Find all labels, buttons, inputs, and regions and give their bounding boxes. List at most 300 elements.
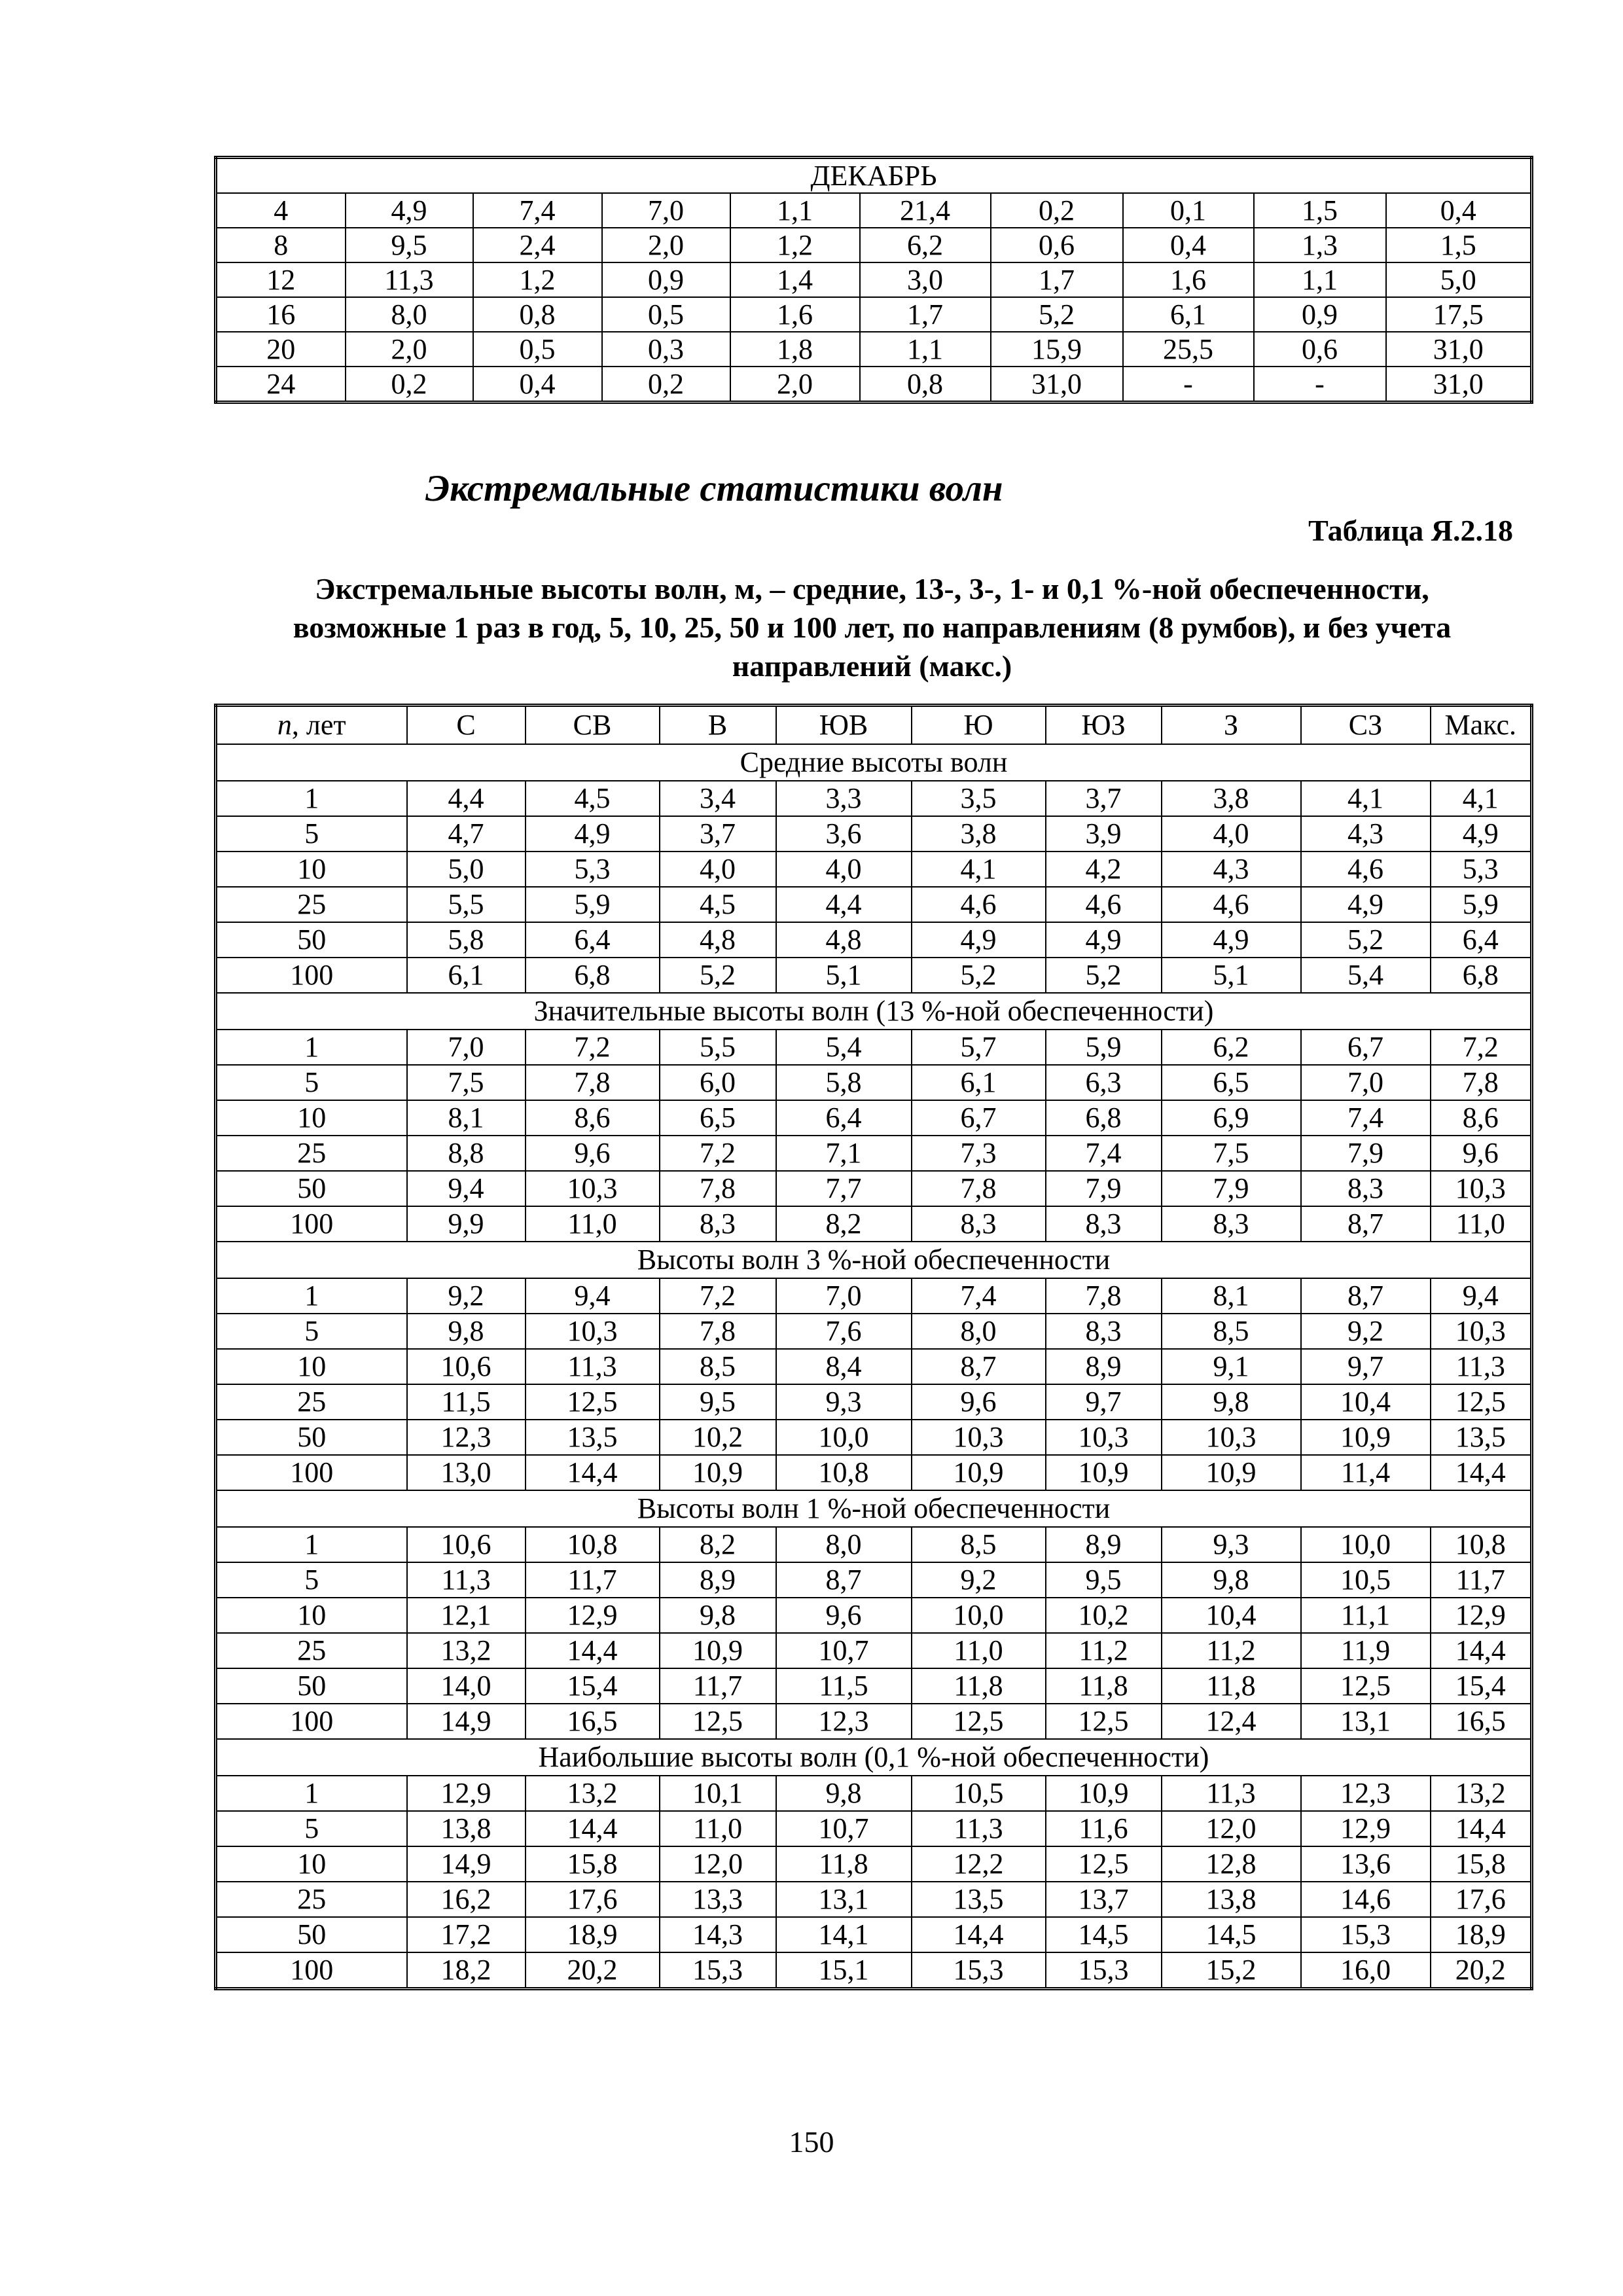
value-cell: 11,2 <box>1046 1633 1162 1668</box>
value-cell: 12,5 <box>1431 1384 1532 1420</box>
period-cell: 5 <box>216 1065 407 1100</box>
value-cell: 5,2 <box>991 297 1123 332</box>
value-cell: 12,3 <box>407 1420 526 1455</box>
value-cell: 11,5 <box>776 1668 912 1704</box>
header-cell-n <box>216 706 407 745</box>
value-cell: 5,4 <box>776 1030 912 1065</box>
value-cell: 7,6 <box>776 1314 912 1349</box>
value-cell: 10,3 <box>1162 1420 1301 1455</box>
value-cell: 5,2 <box>912 958 1046 993</box>
value-cell: 0,1 <box>1123 193 1254 228</box>
value-cell: 11,0 <box>526 1206 660 1242</box>
value-cell: 12,8 <box>1162 1846 1301 1882</box>
value-cell: 12,9 <box>1301 1811 1431 1846</box>
value-cell: 12,1 <box>407 1598 526 1633</box>
period-cell: 1 <box>216 1030 407 1065</box>
value-cell: 4,9 <box>346 193 473 228</box>
value-cell: 6,7 <box>912 1100 1046 1136</box>
n-unit: , лет <box>291 709 346 741</box>
value-cell: 15,4 <box>1431 1668 1532 1704</box>
value-cell: 13,2 <box>526 1776 660 1811</box>
value-cell: 6,1 <box>407 958 526 993</box>
value-cell: 9,5 <box>1046 1562 1162 1598</box>
value-cell: 3,6 <box>776 816 912 852</box>
value-cell: 8,7 <box>1301 1206 1431 1242</box>
value-cell: 3,7 <box>1046 781 1162 816</box>
value-cell: 1,2 <box>473 262 602 297</box>
table-row <box>216 1314 1532 1349</box>
table-row <box>216 332 1532 367</box>
value-cell: 9,8 <box>776 1776 912 1811</box>
value-cell: 4,1 <box>1301 781 1431 816</box>
value-cell: 14,9 <box>407 1846 526 1882</box>
value-cell: 7,0 <box>776 1278 912 1314</box>
value-cell: 6,5 <box>1162 1065 1301 1100</box>
value-cell: 14,1 <box>776 1917 912 1952</box>
value-cell: 9,8 <box>1162 1384 1301 1420</box>
value-cell: 17,5 <box>1386 297 1532 332</box>
value-cell: 8,4 <box>776 1349 912 1384</box>
value-cell: 9,8 <box>1162 1562 1301 1598</box>
value-cell: 8,9 <box>1046 1349 1162 1384</box>
extreme-wave-heights-table <box>214 704 1533 1990</box>
value-cell: 4,9 <box>1431 816 1532 852</box>
value-cell: 8,7 <box>912 1349 1046 1384</box>
value-cell: 15,3 <box>1046 1952 1162 1989</box>
table-row <box>216 922 1532 958</box>
value-cell: 14,4 <box>526 1633 660 1668</box>
table-row <box>216 262 1532 297</box>
value-cell: 2,0 <box>602 228 730 262</box>
section-header: Значительные высоты волн (13 %-ной обеспеченности) <box>216 993 1532 1030</box>
value-cell: 10,9 <box>660 1633 776 1668</box>
value-cell: 8,1 <box>1162 1278 1301 1314</box>
value-cell: 5,1 <box>776 958 912 993</box>
december-title: ДЕКАБРЬ <box>216 158 1532 194</box>
period-cell: 16 <box>216 297 346 332</box>
value-cell: 4,9 <box>1162 922 1301 958</box>
value-cell: 0,5 <box>602 297 730 332</box>
value-cell: 9,6 <box>526 1136 660 1171</box>
value-cell: 5,0 <box>407 852 526 887</box>
period-cell: 1 <box>216 1278 407 1314</box>
value-cell: 10,5 <box>912 1776 1046 1811</box>
table-row <box>216 958 1532 993</box>
value-cell: 4,3 <box>1301 816 1431 852</box>
value-cell: 10,5 <box>1301 1562 1431 1598</box>
value-cell: 15,9 <box>991 332 1123 367</box>
header-row <box>216 706 1532 745</box>
table-row <box>216 1278 1532 1314</box>
value-cell: 8,3 <box>912 1206 1046 1242</box>
value-cell: 1,3 <box>1254 228 1386 262</box>
value-cell: 7,3 <box>912 1136 1046 1171</box>
value-cell: 4,7 <box>407 816 526 852</box>
value-cell: 13,3 <box>660 1882 776 1917</box>
value-cell: 4,6 <box>912 887 1046 922</box>
table-number: Таблица Я.2.18 <box>1308 514 1513 547</box>
value-cell: 13,2 <box>1431 1776 1532 1811</box>
table-row <box>216 1030 1532 1065</box>
value-cell: 12,5 <box>1301 1668 1431 1704</box>
value-cell: 4,6 <box>1046 887 1162 922</box>
value-cell: 9,7 <box>1301 1349 1431 1384</box>
value-cell: 4,1 <box>912 852 1046 887</box>
value-cell: 9,2 <box>407 1278 526 1314</box>
value-cell: 6,2 <box>860 228 991 262</box>
value-cell: 7,4 <box>1046 1136 1162 1171</box>
value-cell: 11,3 <box>1431 1349 1532 1384</box>
value-cell: 21,4 <box>860 193 991 228</box>
value-cell: 11,2 <box>1162 1633 1301 1668</box>
table-row <box>216 1562 1532 1598</box>
value-cell: 6,0 <box>660 1065 776 1100</box>
period-cell: 25 <box>216 1136 407 1171</box>
value-cell: 14,4 <box>526 1811 660 1846</box>
value-cell: 5,7 <box>912 1030 1046 1065</box>
value-cell: 8,3 <box>1301 1171 1431 1206</box>
value-cell: 14,3 <box>660 1917 776 1952</box>
value-cell: 4,9 <box>912 922 1046 958</box>
table-row <box>216 228 1532 262</box>
table-row <box>216 297 1532 332</box>
header-cell: ЮВ <box>776 706 912 745</box>
value-cell: 12,5 <box>912 1704 1046 1739</box>
value-cell: 4,0 <box>1162 816 1301 852</box>
value-cell: 0,3 <box>602 332 730 367</box>
value-cell: 11,8 <box>776 1846 912 1882</box>
value-cell: 14,5 <box>1046 1917 1162 1952</box>
value-cell: 3,8 <box>912 816 1046 852</box>
value-cell: 13,5 <box>526 1420 660 1455</box>
period-cell: 10 <box>216 1100 407 1136</box>
value-cell: 4,2 <box>1046 852 1162 887</box>
header-cell: Макс. <box>1431 706 1532 745</box>
table-row <box>216 1455 1532 1490</box>
value-cell: 13,6 <box>1301 1846 1431 1882</box>
value-cell: 4,0 <box>660 852 776 887</box>
header-cell: С <box>407 706 526 745</box>
value-cell: 14,9 <box>407 1704 526 1739</box>
value-cell: 8,3 <box>1046 1206 1162 1242</box>
value-cell: 11,4 <box>1301 1455 1431 1490</box>
value-cell: 4,6 <box>1162 887 1301 922</box>
section-title: Экстремальные статистики волн <box>425 468 1003 509</box>
value-cell: 10,0 <box>776 1420 912 1455</box>
value-cell: 8,9 <box>660 1562 776 1598</box>
value-cell: 11,3 <box>526 1349 660 1384</box>
value-cell: 6,8 <box>1046 1100 1162 1136</box>
value-cell: 10,3 <box>526 1171 660 1206</box>
value-cell: 10,9 <box>1046 1776 1162 1811</box>
value-cell: 7,0 <box>602 193 730 228</box>
value-cell: 9,2 <box>912 1562 1046 1598</box>
value-cell: 8,2 <box>776 1206 912 1242</box>
period-cell: 4 <box>216 193 346 228</box>
period-cell: 10 <box>216 1598 407 1633</box>
value-cell: 10,8 <box>776 1455 912 1490</box>
value-cell: 0,6 <box>991 228 1123 262</box>
value-cell: 1,7 <box>860 297 991 332</box>
value-cell: 1,1 <box>1254 262 1386 297</box>
value-cell: 8,9 <box>1046 1527 1162 1562</box>
value-cell: 18,9 <box>1431 1917 1532 1952</box>
value-cell: 6,4 <box>1431 922 1532 958</box>
value-cell: 10,7 <box>776 1811 912 1846</box>
value-cell: 7,8 <box>660 1314 776 1349</box>
value-cell: 17,6 <box>526 1882 660 1917</box>
value-cell: 20,2 <box>1431 1952 1532 1989</box>
value-cell: 7,8 <box>1431 1065 1532 1100</box>
value-cell: 18,2 <box>407 1952 526 1989</box>
value-cell: 1,1 <box>730 193 860 228</box>
period-cell: 8 <box>216 228 346 262</box>
value-cell: 13,5 <box>912 1882 1046 1917</box>
value-cell: 7,5 <box>1162 1136 1301 1171</box>
table-row <box>216 1171 1532 1206</box>
value-cell: 7,1 <box>776 1136 912 1171</box>
value-cell: 8,1 <box>407 1100 526 1136</box>
header-cell: З <box>1162 706 1301 745</box>
value-cell: 12,3 <box>1301 1776 1431 1811</box>
table-row <box>216 1598 1532 1633</box>
value-cell: 3,3 <box>776 781 912 816</box>
value-cell: 7,9 <box>1162 1171 1301 1206</box>
n-symbol: n <box>277 709 292 741</box>
value-cell: 5,8 <box>407 922 526 958</box>
value-cell: 11,9 <box>1301 1633 1431 1668</box>
value-cell: 5,4 <box>1301 958 1431 993</box>
value-cell: 9,3 <box>776 1384 912 1420</box>
value-cell: 4,5 <box>660 887 776 922</box>
value-cell: 7,2 <box>660 1136 776 1171</box>
value-cell: 3,7 <box>660 816 776 852</box>
value-cell: 4,9 <box>1046 922 1162 958</box>
table-row <box>216 1420 1532 1455</box>
value-cell: 12,4 <box>1162 1704 1301 1739</box>
value-cell: 1,7 <box>991 262 1123 297</box>
value-cell: 11,7 <box>660 1668 776 1704</box>
value-cell: 9,3 <box>1162 1527 1301 1562</box>
value-cell: 10,9 <box>1301 1420 1431 1455</box>
value-cell: 14,0 <box>407 1668 526 1704</box>
value-cell: 10,9 <box>912 1455 1046 1490</box>
section-header-row <box>216 744 1532 781</box>
table-row <box>216 887 1532 922</box>
value-cell: 17,2 <box>407 1917 526 1952</box>
value-cell: 13,0 <box>407 1455 526 1490</box>
value-cell: 10,1 <box>660 1776 776 1811</box>
value-cell: 11,3 <box>912 1811 1046 1846</box>
period-cell: 25 <box>216 1384 407 1420</box>
value-cell: 12,9 <box>407 1776 526 1811</box>
table-row <box>216 1704 1532 1739</box>
value-cell: 7,8 <box>912 1171 1046 1206</box>
table-row <box>216 1882 1532 1917</box>
value-cell: 13,2 <box>407 1633 526 1668</box>
value-cell: 4,9 <box>526 816 660 852</box>
value-cell: 15,8 <box>526 1846 660 1882</box>
section-header: Средние высоты волн <box>216 744 1532 781</box>
value-cell: 14,4 <box>1431 1455 1532 1490</box>
value-cell: 25,5 <box>1123 332 1254 367</box>
caption-line: направлений (макс.) <box>732 649 1012 683</box>
value-cell: 5,5 <box>407 887 526 922</box>
value-cell: 7,5 <box>407 1065 526 1100</box>
table-row <box>216 1527 1532 1562</box>
value-cell: 31,0 <box>1386 332 1532 367</box>
table-row <box>216 1206 1532 1242</box>
period-cell: 25 <box>216 1882 407 1917</box>
page-number: 150 <box>789 2125 834 2159</box>
value-cell: 16,5 <box>526 1704 660 1739</box>
value-cell: 10,6 <box>407 1527 526 1562</box>
section-header: Высоты волн 1 %-ной обеспеченности <box>216 1490 1532 1527</box>
value-cell: 17,6 <box>1431 1882 1532 1917</box>
period-cell: 5 <box>216 1562 407 1598</box>
value-cell: 0,8 <box>860 367 991 403</box>
value-cell: 10,0 <box>912 1598 1046 1633</box>
value-cell: 9,5 <box>346 228 473 262</box>
value-cell: 11,5 <box>407 1384 526 1420</box>
december-title-row <box>216 158 1532 194</box>
period-cell: 100 <box>216 1206 407 1242</box>
value-cell: - <box>1254 367 1386 403</box>
value-cell: 5,9 <box>1431 887 1532 922</box>
value-cell: 3,8 <box>1162 781 1301 816</box>
value-cell: 12,3 <box>776 1704 912 1739</box>
value-cell: 7,2 <box>1431 1030 1532 1065</box>
value-cell: 14,6 <box>1301 1882 1431 1917</box>
value-cell: 9,1 <box>1162 1349 1301 1384</box>
value-cell: 5,9 <box>1046 1030 1162 1065</box>
value-cell: 6,8 <box>526 958 660 993</box>
value-cell: 10,3 <box>1431 1171 1532 1206</box>
table-row <box>216 1100 1532 1136</box>
value-cell: 0,4 <box>1386 193 1532 228</box>
value-cell: 31,0 <box>1386 367 1532 403</box>
value-cell: 12,2 <box>912 1846 1046 1882</box>
value-cell: 4,1 <box>1431 781 1532 816</box>
value-cell: 14,4 <box>912 1917 1046 1952</box>
value-cell: 4,3 <box>1162 852 1301 887</box>
value-cell: 5,5 <box>660 1030 776 1065</box>
value-cell: 9,6 <box>1431 1136 1532 1171</box>
table-row <box>216 1776 1532 1811</box>
value-cell: 6,2 <box>1162 1030 1301 1065</box>
value-cell: 10,9 <box>1046 1455 1162 1490</box>
value-cell: 12,0 <box>1162 1811 1301 1846</box>
period-cell: 100 <box>216 1704 407 1739</box>
value-cell: 6,5 <box>660 1100 776 1136</box>
header-cell: Ю <box>912 706 1046 745</box>
value-cell: 6,4 <box>776 1100 912 1136</box>
value-cell: 15,8 <box>1431 1846 1532 1882</box>
value-cell: 9,7 <box>1046 1384 1162 1420</box>
value-cell: 10,3 <box>1046 1420 1162 1455</box>
value-cell: 6,8 <box>1431 958 1532 993</box>
value-cell: 11,1 <box>1301 1598 1431 1633</box>
value-cell: 13,8 <box>407 1811 526 1846</box>
value-cell: 7,4 <box>912 1278 1046 1314</box>
value-cell: 14,4 <box>526 1455 660 1490</box>
period-cell: 12 <box>216 262 346 297</box>
value-cell: 8,3 <box>660 1206 776 1242</box>
value-cell: 1,6 <box>1123 262 1254 297</box>
value-cell: 13,7 <box>1046 1882 1162 1917</box>
value-cell: 9,4 <box>1431 1278 1532 1314</box>
value-cell: 7,0 <box>1301 1065 1431 1100</box>
value-cell: 16,0 <box>1301 1952 1431 1989</box>
value-cell: 9,4 <box>407 1171 526 1206</box>
value-cell: 7,0 <box>407 1030 526 1065</box>
value-cell: 11,8 <box>1162 1668 1301 1704</box>
value-cell: 4,0 <box>776 852 912 887</box>
section-header: Наибольшие высоты волн (0,1 %-ной обеспеченности) <box>216 1739 1532 1776</box>
section-header-row <box>216 1739 1532 1776</box>
value-cell: 1,6 <box>730 297 860 332</box>
value-cell: 1,1 <box>860 332 991 367</box>
value-cell: 9,9 <box>407 1206 526 1242</box>
period-cell: 100 <box>216 1952 407 1989</box>
value-cell: 11,0 <box>912 1633 1046 1668</box>
table-row <box>216 1917 1532 1952</box>
period-cell: 1 <box>216 1776 407 1811</box>
table-row <box>216 1952 1532 1989</box>
value-cell: 1,8 <box>730 332 860 367</box>
december-table <box>214 156 1533 404</box>
table-row <box>216 1811 1532 1846</box>
value-cell: 0,2 <box>602 367 730 403</box>
value-cell: 11,6 <box>1046 1811 1162 1846</box>
header-cell: СВ <box>526 706 660 745</box>
value-cell: 4,8 <box>776 922 912 958</box>
value-cell: 2,0 <box>730 367 860 403</box>
value-cell: 31,0 <box>991 367 1123 403</box>
value-cell: 9,8 <box>660 1598 776 1633</box>
value-cell: 12,9 <box>1431 1598 1532 1633</box>
period-cell: 1 <box>216 781 407 816</box>
value-cell: 7,9 <box>1046 1171 1162 1206</box>
value-cell: 6,4 <box>526 922 660 958</box>
value-cell: 16,2 <box>407 1882 526 1917</box>
value-cell: 3,4 <box>660 781 776 816</box>
table-row <box>216 1633 1532 1668</box>
period-cell: 50 <box>216 922 407 958</box>
value-cell: 12,0 <box>660 1846 776 1882</box>
period-cell: 20 <box>216 332 346 367</box>
value-cell: 5,3 <box>1431 852 1532 887</box>
section-header-row <box>216 993 1532 1030</box>
value-cell: 8,0 <box>346 297 473 332</box>
value-cell: 6,3 <box>1046 1065 1162 1100</box>
value-cell: 11,8 <box>912 1668 1046 1704</box>
value-cell: 14,4 <box>1431 1811 1532 1846</box>
value-cell: 13,1 <box>776 1882 912 1917</box>
period-cell: 50 <box>216 1668 407 1704</box>
value-cell: 8,0 <box>776 1527 912 1562</box>
section-header-row <box>216 1490 1532 1527</box>
table-caption <box>214 570 1530 686</box>
period-cell: 100 <box>216 1455 407 1490</box>
value-cell: 10,2 <box>1046 1598 1162 1633</box>
value-cell: 1,5 <box>1254 193 1386 228</box>
value-cell: 6,7 <box>1301 1030 1431 1065</box>
value-cell: 9,5 <box>660 1384 776 1420</box>
period-cell: 1 <box>216 1527 407 1562</box>
value-cell: 9,6 <box>912 1384 1046 1420</box>
period-cell: 24 <box>216 367 346 403</box>
